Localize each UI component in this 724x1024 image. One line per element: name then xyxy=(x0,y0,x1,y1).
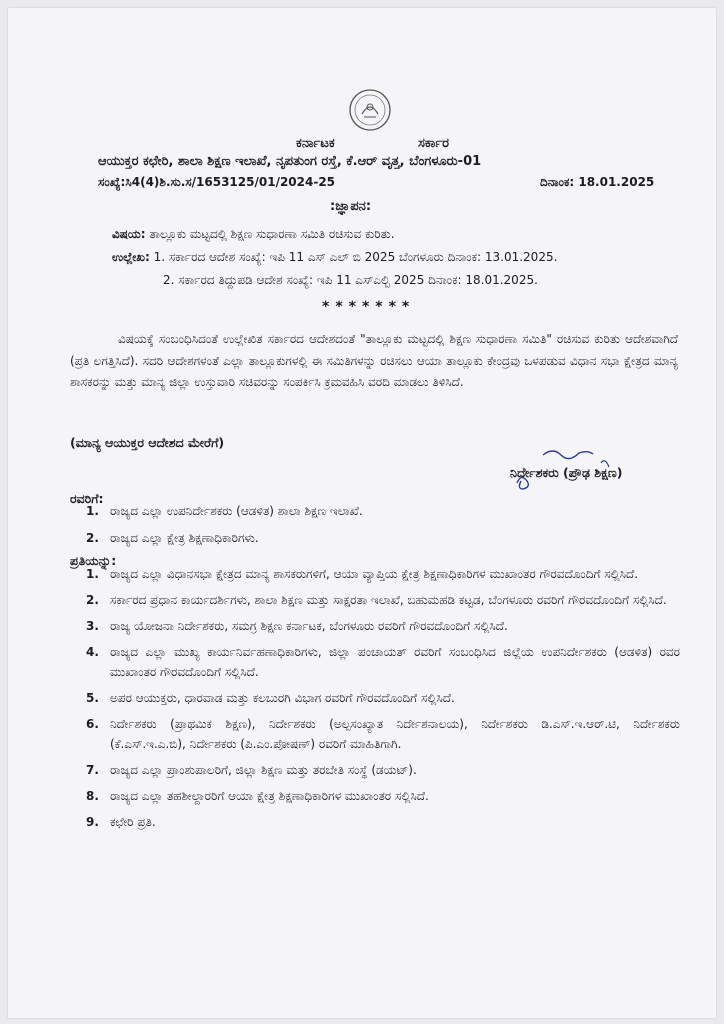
list-item xyxy=(70,760,680,780)
item-text: ರಾಜ್ಯದ ಎಲ್ಲಾ ಕ್ಷೇತ್ರ ಶಿಕ್ಷಣಾಧಿಕಾರಿಗಳು. xyxy=(110,531,259,545)
copies-heading: ಪ್ರತಿಯನ್ನು: xyxy=(70,553,117,568)
item-number: 3. xyxy=(86,619,99,633)
list-item xyxy=(70,616,680,636)
item-number: 1. xyxy=(86,504,99,518)
copies-list xyxy=(70,564,680,838)
item-text: ನಿರ್ದೇಶಕರು (ಪ್ರಾಥಮಿಕ ಶಿಕ್ಷಣ), ನಿರ್ದೇಶಕರು (ಅಲ್ಪಸಂಖ್ಯಾತ ನಿರ್ದೇಶನಾಲಯ), ನಿರ್ದೇಶಕರು ಡಿ.ಎಸ್.ಇ.ಆರ್.ಟಿ, ನಿರ್ದೇಶಕರು (ಕೆ.ಎಸ್.ಇ.ಎ.ಬಿ), ನಿರ್ದೇಶಕರು (ಪಿ.ಎಂ.ಪೋಷಣ್) ರವರಿಗೆ ಮಾಹಿತಿಗಾಗಿ. xyxy=(110,717,680,751)
item-text: ಕಛೇರಿ ಪ್ರತಿ. xyxy=(110,815,156,829)
item-text: ರಾಜ್ಯದ ಎಲ್ಲಾ ಪ್ರಾಂಶುಪಾಲರಿಗೆ, ಜಿಲ್ಲಾ ಶಿಕ್ಷಣ ಮತ್ತು ತರಬೇತಿ ಸಂಸ್ಥೆ (ಡಯಟ್). xyxy=(110,763,417,777)
list-item xyxy=(70,812,680,832)
separator-stars: ******* xyxy=(322,299,416,315)
document-date: ದಿನಾಂಕ: 18.01.2025 xyxy=(540,175,655,189)
item-number: 9. xyxy=(86,815,99,829)
subject-text: ತಾಲ್ಲೂಕು ಮಟ್ಟದಲ್ಲಿ ಶಿಕ್ಷಣ ಸುಧಾರಣಾ ಸಮಿತಿ ರಚಿಸುವ ಕುರಿತು. xyxy=(145,227,395,241)
item-number: 6. xyxy=(86,717,99,731)
item-text: ಸರ್ಕಾರದ ಪ್ರಧಾನ ಕಾರ್ಯದರ್ಶಿಗಳು, ಶಾಲಾ ಶಿಕ್ಷಣ ಮತ್ತು ಸಾಕ್ಷರತಾ ಇಲಾಖೆ, ಬಹುಮಹಡಿ ಕಟ್ಟಡ, ಬೆಂಗಳೂರು ರವರಿಗೆ ಗೌರವದೊಂದಿಗೆ ಸಲ್ಲಿಸಿದೆ. xyxy=(110,593,667,607)
reference-label: ಉಲ್ಲೇಖ: xyxy=(112,250,150,264)
office-address: ಆಯುಕ್ತರ ಕಛೇರಿ, ಶಾಲಾ ಶಿಕ್ಷಣ ಇಲಾಖೆ, ನೃಪತುಂಗ ರಸ್ತೆ, ಕೆ.ಆರ್ ವೃತ್ತ, ಬೆಂಗಳೂರು-01 xyxy=(98,154,482,169)
item-number: 4. xyxy=(86,645,99,659)
item-text: ರಾಜ್ಯದ ಎಲ್ಲಾ ವಿಧಾನಸಭಾ ಕ್ಷೇತ್ರದ ಮಾನ್ಯ ಶಾಸಕರುಗಳಿಗೆ, ಆಯಾ ವ್ಯಾಪ್ತಿಯ ಕ್ಷೇತ್ರ ಶಿಕ್ಷಣಾಧಿಕಾರಿಗಳ ಮುಖಾಂತರ ಗೌರವದೊಂದಿಗೆ ಸಲ್ಲಿಸಿದೆ. xyxy=(110,567,639,581)
list-item xyxy=(70,590,680,610)
signatory: ನಿರ್ದೇಶಕರು (ಪ್ರೌಢ ಶಿಕ್ಷಣ) xyxy=(510,465,623,480)
item-text: ಅಪರ ಆಯುಕ್ತರು, ಧಾರವಾಡ ಮತ್ತು ಕಲಬುರಗಿ ವಿಭಾಗ ರವರಿಗೆ ಗೌರವದೊಂದಿಗೆ ಸಲ್ಲಿಸಿದೆ. xyxy=(110,691,455,705)
item-text: ರಾಜ್ಯದ ಎಲ್ಲಾ ಮುಖ್ಯ ಕಾರ್ಯನಿರ್ವಹಣಾಧಿಕಾರಿಗಳು, ಜಿಲ್ಲಾ ಪಂಚಾಯತ್ ರವರಿಗೆ ಸಂಬಂಧಿಸಿದ ಜಿಲ್ಲೆಯ ಉಪನಿರ್ದೇಶಕರು (ಆಡಳಿತ) ರವರ ಮುಖಾಂತರ ಗೌರವದೊಂದಿಗೆ ಸಲ್ಲಿಸಿದೆ. xyxy=(110,645,680,679)
list-item xyxy=(70,688,680,708)
reference-item-1: 1. ಸರ್ಕಾರದ ಆದೇಶ ಸಂಖ್ಯೆ: ಇಪಿ 11 ಎಸ್ ಎಲ್ ಬಿ 2025 ಬೆಂಗಳೂರು ದಿನಾಂಕ: 13.01.2025. xyxy=(149,250,558,264)
subject-line xyxy=(112,227,395,242)
item-number: 2. xyxy=(86,531,99,545)
order-note: (ಮಾನ್ಯ ಆಯುಕ್ತರ ಆದೇಶದ ಮೇರೆಗೆ) xyxy=(70,435,225,450)
government-name-left: ಕರ್ನಾಟಕ xyxy=(296,136,335,151)
list-item xyxy=(70,528,680,548)
item-number: 8. xyxy=(86,789,99,803)
item-text: ರಾಜ್ಯ ಯೋಜನಾ ನಿರ್ದೇಶಕರು, ಸಮಗ್ರ ಶಿಕ್ಷಣ ಕರ್ನಾಟಕ, ಬೆಂಗಳೂರು ರವರಿಗೆ ಗೌರವದೊಂದಿಗೆ ಸಲ್ಲಿಸಿದೆ. xyxy=(110,619,508,633)
government-name-right: ಸರ್ಕಾರ xyxy=(418,136,449,151)
item-number: 5. xyxy=(86,691,99,705)
list-item xyxy=(70,714,680,754)
list-item xyxy=(70,642,680,682)
list-item xyxy=(70,501,680,521)
subject-label: ವಿಷಯ: xyxy=(112,227,146,241)
list-item xyxy=(70,786,680,806)
item-text: ರಾಜ್ಯದ ಎಲ್ಲಾ ತಹಶೀಲ್ದಾರರಿಗೆ ಆಯಾ ಕ್ಷೇತ್ರ ಶಿಕ್ಷಣಾಧಿಕಾರಿಗಳ ಮುಖಾಂತರ ಸಲ್ಲಿಸಿದೆ. xyxy=(110,789,429,803)
item-text: ರಾಜ್ಯದ ಎಲ್ಲಾ ಉಪನಿರ್ದೇಶಕರು (ಆಡಳಿತ) ಶಾಲಾ ಶಿಕ್ಷಣ ಇಲಾಖೆ. xyxy=(110,504,363,518)
body-paragraph: ವಿಷಯಕ್ಕೆ ಸಂಬಂಧಿಸಿದಂತೆ ಉಲ್ಲೇಖಿತ ಸರ್ಕಾರದ ಆದೇಶದಂತೆ "ತಾಲ್ಲೂಕು ಮಟ್ಟದಲ್ಲಿ ಶಿಕ್ಷಣ ಸುಧಾರಣಾ ಸಮಿತಿ" ರಚಿಸುವ ಕುರಿತು ಆದೇಶವಾಗಿದೆ (ಪ್ರತಿ ಲಗತ್ತಿಸಿದೆ). ಸದರಿ ಆದೇಶಗಳಂತೆ ಎಲ್ಲಾ ತಾಲ್ಲೂಕುಗಳಲ್ಲಿ ಈ ಸಮಿತಿಗಳನ್ನು ರಚಿಸಲು ಆಯಾ ತಾಲ್ಲೂಕು ಕೇಂದ್ರವು ಒಳಪಡುವ ವಿಧಾನ ಸಭಾ ಕ್ಷೇತ್ರದ ಮಾನ್ಯ ಶಾಸಕರನ್ನು ಮತ್ತು ಮಾನ್ಯ ಜಿಲ್ಲಾ ಉಸ್ತುವಾರಿ ಸಚಿವರನ್ನು ಸಂಪರ್ಕಿಸಿ ಕ್ರಮವಹಿಸಿ ವರದಿ ಮಾಡಲು ತಿಳಿಸಿದೆ. xyxy=(70,332,678,389)
notice-title: :ಜ್ಞಾಪನ: xyxy=(330,199,372,214)
item-number: 7. xyxy=(86,763,99,777)
item-number: 1. xyxy=(86,567,99,581)
document-page xyxy=(8,8,716,1018)
recipients-heading: ರವರಿಗೆ: xyxy=(70,491,104,506)
reference-number: ಸಂಖ್ಯೆ:ಸಿ4(4)ಶಿ.ಸು.ಸ/1653125/01/2024-25 xyxy=(98,175,336,189)
reference-line-1 xyxy=(112,250,557,265)
item-number: 2. xyxy=(86,593,99,607)
recipients-list xyxy=(70,501,680,555)
reference-item-2: 2. ಸರ್ಕಾರದ ತಿದ್ದುಪಡಿ ಆದೇಶ ಸಂಖ್ಯೆ: ಇಪಿ 11 ಎಸ್ಎಲ್ಬಿ 2025 ದಿನಾಂಕ: 18.01.2025. xyxy=(163,273,538,287)
list-item xyxy=(70,564,680,584)
government-emblem-seal-icon xyxy=(348,88,392,132)
